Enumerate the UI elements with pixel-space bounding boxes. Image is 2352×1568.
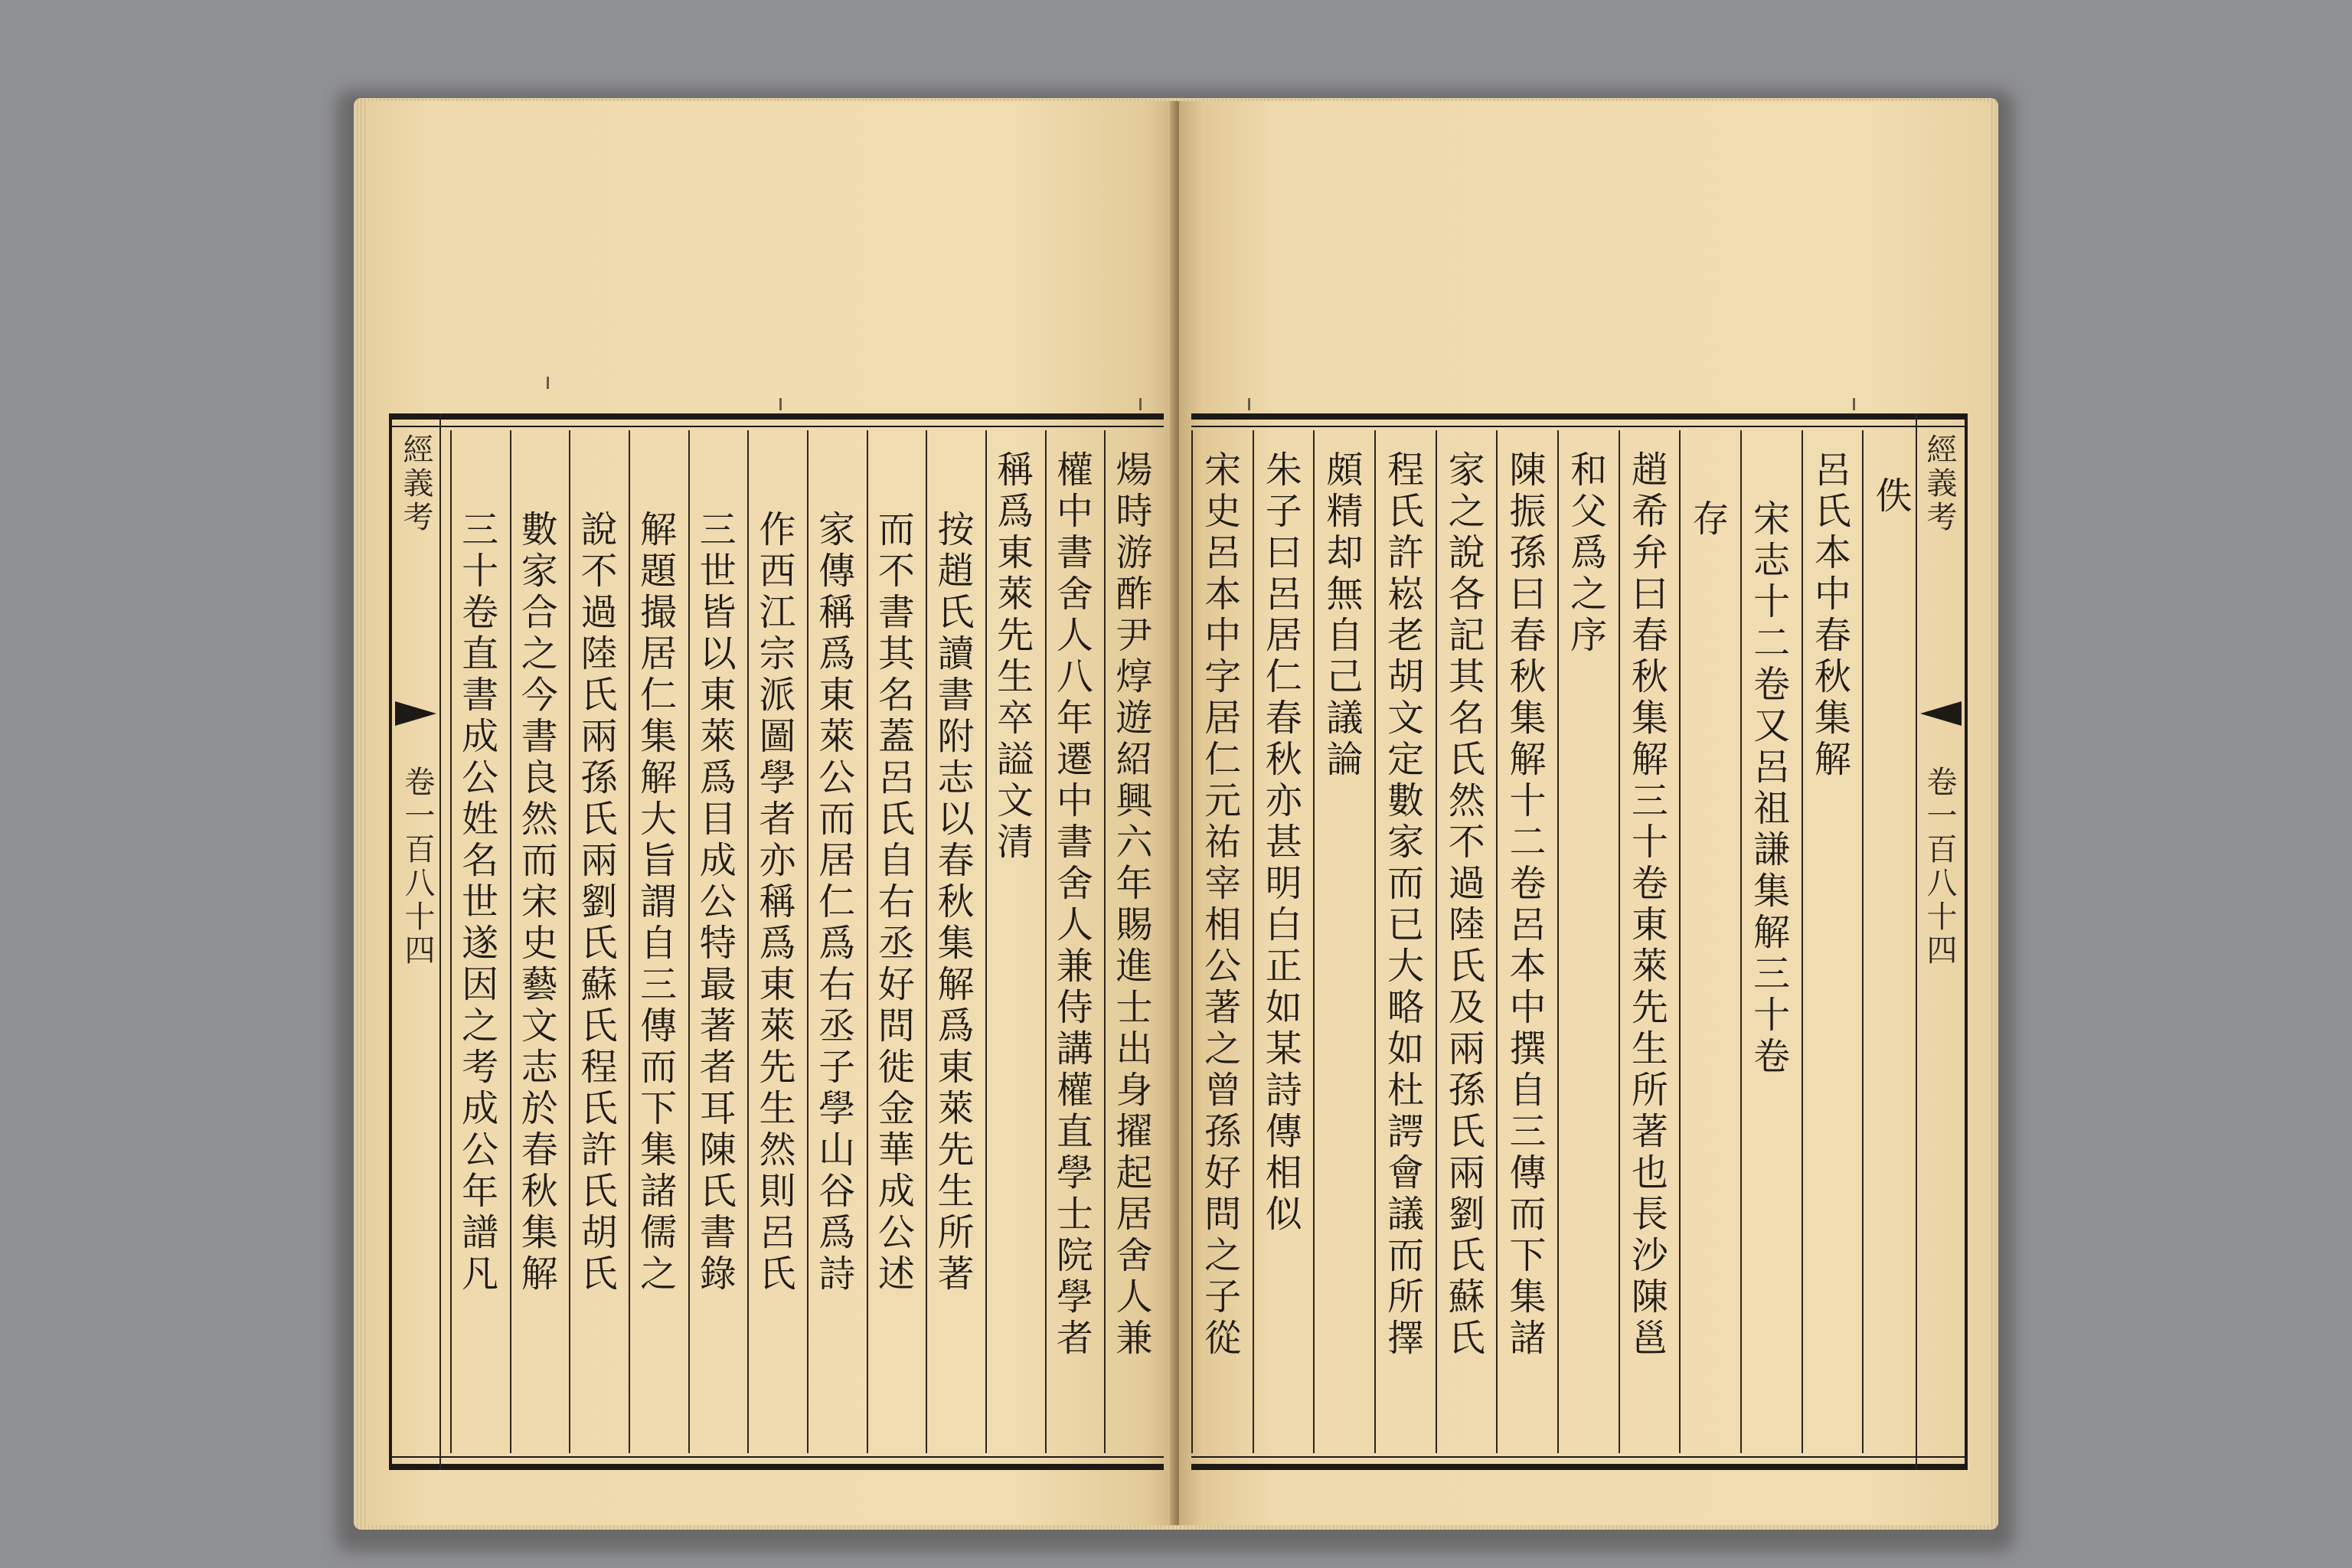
fishtail-mark: [395, 701, 436, 726]
frame-top-inner-rule: [389, 426, 1164, 427]
frame-bottom-rule: [389, 1464, 1164, 1470]
text-column: 宋志十二卷又呂祖謙集解三十卷: [1740, 430, 1802, 1453]
frame-outer-rule: [389, 413, 392, 1470]
frame-outer-rule: [1965, 413, 1968, 1470]
text-column: 按趙氏讀書附志以春秋集解爲東萊先生所著: [926, 430, 985, 1453]
text-column: 宋史呂本中字居仁元祐宰相公著之曾孫好問之子從: [1191, 430, 1253, 1453]
text-column: 稱爲東萊先生卒謚文清: [985, 430, 1045, 1453]
frame-bottom-inner-rule: [1191, 1456, 1968, 1458]
text-column: 和父爲之序: [1557, 430, 1619, 1453]
right-spine-volume: 卷一百八十四: [1922, 766, 1957, 968]
right-page: [1179, 101, 1991, 1525]
text-column: 存: [1679, 430, 1740, 1453]
text-column: 呂氏本中春秋集解: [1802, 430, 1863, 1453]
text-column: 解題撮居仁集解大旨謂自三傳而下集諸儒之: [629, 430, 688, 1453]
text-column: 作西江宗派圖學者亦稱爲東萊先生然則呂氏: [747, 430, 807, 1453]
text-column: 說不過陸氏兩孫氏兩劉氏蘇氏程氏許氏胡氏: [569, 430, 629, 1453]
fishtail-mark: [1920, 701, 1962, 726]
text-column: 朱子曰呂居仁春秋亦甚明白正如某詩傳相似: [1253, 430, 1314, 1453]
left-page: [366, 101, 1178, 1525]
text-column: 陳振孫曰春秋集解十二卷呂本中撰自三傳而下集諸: [1496, 430, 1557, 1453]
text-column: 趙希弁曰春秋集解三十卷東萊先生所著也長沙陳邕: [1619, 430, 1680, 1453]
text-column: 佚: [1862, 430, 1923, 1453]
text-column: 煬時游酢尹焞遊紹興六年賜進士出身擢起居舍人兼: [1104, 430, 1164, 1453]
left-spine-volume: 卷一百八十四: [400, 766, 435, 968]
right-spine-title: 經義考: [1916, 413, 1963, 1470]
page-mark: [1248, 398, 1250, 410]
left-spine-title: 經義考: [394, 413, 441, 1470]
right-text-columns: [1191, 430, 1923, 1453]
page-mark: [779, 398, 782, 410]
text-column: 三十卷直書成公姓名世遂因之考成公年譜凡: [450, 430, 510, 1453]
frame-bottom-rule: [1191, 1464, 1968, 1470]
left-text-columns: [450, 430, 1164, 1453]
text-column: 權中書舍人八年遷中書舍人兼侍講權直學士院學者: [1045, 430, 1105, 1453]
text-column: 家傳稱爲東萊公而居仁爲右丞子學山谷爲詩: [807, 430, 867, 1453]
text-column: 三世皆以東萊爲目成公特最著者耳陳氏書錄: [688, 430, 748, 1453]
page-mark: [1139, 398, 1142, 410]
frame-bottom-inner-rule: [389, 1456, 1164, 1458]
text-column: 頗精却無自己議論: [1313, 430, 1374, 1453]
left-print-frame: [389, 413, 1164, 1470]
text-column: 程氏許崧老胡文定數家而已大略如杜諤會議而所擇: [1374, 430, 1436, 1453]
frame-top-inner-rule: [1191, 426, 1968, 427]
frame-top-rule: [389, 413, 1164, 420]
page-mark: [1853, 398, 1855, 410]
text-column: 而不書其名蓋呂氏自右丞好問徙金華成公述: [867, 430, 926, 1453]
frame-top-rule: [1191, 413, 1968, 420]
page-mark: [547, 377, 549, 389]
right-print-frame: [1191, 413, 1968, 1470]
text-column: 數家合之今書良然而宋史藝文志於春秋集解: [510, 430, 570, 1453]
text-column: 家之說各記其名氏然不過陸氏及兩孫氏兩劉氏蘇氏: [1436, 430, 1497, 1453]
